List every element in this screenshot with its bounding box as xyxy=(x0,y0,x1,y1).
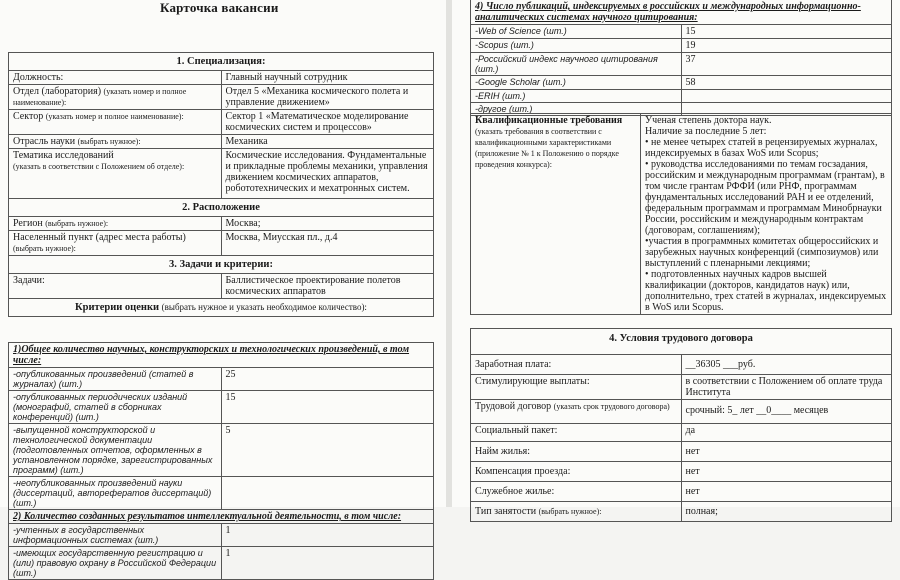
pub-index-label: -Web of Science (шт.) xyxy=(471,25,682,39)
section-specialization: 1. Специализация: xyxy=(9,53,434,71)
travel-label: Компенсация проезда: xyxy=(471,462,682,482)
pub-index-label: -Scopus (шт.) xyxy=(471,39,682,53)
g2-item-value: 1 xyxy=(221,547,434,580)
position-value: Главный научный сотрудник xyxy=(221,71,434,85)
city-label-cell xyxy=(9,231,222,256)
g1-item-value: 15 xyxy=(221,391,434,424)
salary-label: Заработная плата: xyxy=(471,355,682,375)
qualification-line: Ученая степень доктора наук. xyxy=(645,115,772,126)
official-housing-value: нет xyxy=(681,482,892,502)
qualification-line: • не менее четырех статей в рецензируемых журналах, индексируемых в базах WoS или Scopus; xyxy=(645,137,878,159)
criteria-group-1-heading: 1)Общее количество научных, конструкторских и технологических произведений, в том числе: xyxy=(9,343,434,368)
tasks-label: Задачи: xyxy=(9,274,222,299)
contract-hint: (указать срок трудового договора) xyxy=(553,402,670,411)
employment-value: полная; xyxy=(681,502,892,522)
section-location: 2. Расположение xyxy=(9,199,434,217)
sector-label-cell xyxy=(9,110,222,135)
qualification-label: Квалификационные требования xyxy=(475,115,623,126)
field-hint: (выбрать нужное): xyxy=(77,137,141,146)
employment-label: Тип занятости xyxy=(475,506,537,517)
dept-hint: (указать номер и полное наименование): xyxy=(13,87,187,107)
region-value: Москва; xyxy=(221,217,434,231)
qualification-label-cell xyxy=(471,114,641,315)
travel-value: нет xyxy=(681,462,892,482)
dept-label-cell xyxy=(9,85,222,110)
topic-hint: (указать в соответствии с Положением об отделе): xyxy=(13,162,185,171)
city-label: Населенный пункт (адрес места работы) xyxy=(13,232,186,243)
dept-value: Отдел 5 «Механика космического полета и управление движением» xyxy=(221,85,434,110)
city-hint: (выбрать нужное): xyxy=(13,244,76,253)
g2-item-label: -имеющих государственную регистрацию и (или) правовую охрану в Российской Федерации (шт.) xyxy=(9,547,222,580)
contract-value: срочный: 5_ лет __0____ месяцев xyxy=(681,400,892,424)
topic-value: Космические исследования. Фундаментальные и прикладные проблемы механики, управления движением космических аппаратов, робототехнических и мехатронных систем. xyxy=(221,149,434,199)
bonus-label: Стимулирующие выплаты: xyxy=(471,375,682,400)
qualification-line: •участия в программных комитетах общероссийских и зарубежных научных конференций (симпозиумов) или выступлений с пленарными лекциями; xyxy=(645,236,879,269)
document-page-right xyxy=(452,0,900,517)
position-label: Должность: xyxy=(9,71,222,85)
g1-item-value xyxy=(221,477,434,510)
field-label-cell xyxy=(9,135,222,149)
field-value: Механика xyxy=(221,135,434,149)
criteria-hint: (выбрать нужное и указать необходимое количество): xyxy=(161,302,367,312)
official-housing-label: Служебное жилье: xyxy=(471,482,682,502)
criteria-head: Критерии оценки xyxy=(75,302,160,313)
pub-index-label: -Google Scholar (шт.) xyxy=(471,76,682,90)
g1-item-label: -неопубликованных произведений науки (диссертаций, авторефератов диссертаций) (шт.) xyxy=(9,477,222,510)
pub-index-label: -другое (шт.) xyxy=(471,103,682,116)
housing-label: Найм жилья: xyxy=(471,442,682,462)
region-label-cell xyxy=(9,217,222,231)
criteria-heading xyxy=(9,299,434,317)
document-page-left xyxy=(0,0,446,578)
qualification-line: • подготовленных научных кадров высшей квалификации (докторов, кандидатов наук) или, дополнительно, трех статей в журналах, индексируемых в WoS или Scopus. xyxy=(645,269,887,313)
housing-value: нет xyxy=(681,442,892,462)
qualification-requirements xyxy=(641,114,892,315)
dept-label: Отдел (лаборатория) xyxy=(13,86,102,97)
publications-table xyxy=(470,0,892,116)
social-label: Социальный пакет: xyxy=(471,424,682,442)
region-hint: (выбрать нужное): xyxy=(45,219,109,228)
publications-heading: 4) Число публикаций, индексируемых в российских и международных информационно-аналитических системах научного цитирования: xyxy=(471,0,892,25)
pub-index-label: -ERIH (шт.) xyxy=(471,90,682,103)
criteria-table xyxy=(8,342,434,580)
employment-hint: (выбрать нужное): xyxy=(538,507,602,516)
section-contract: 4. Условия трудового договора xyxy=(471,329,892,355)
bonus-value: в соответствии с Положением об оплате труда Института xyxy=(681,375,892,400)
g1-item-value: 5 xyxy=(221,424,434,477)
employment-label-cell xyxy=(471,502,682,522)
g2-item-value: 1 xyxy=(221,524,434,547)
region-label: Регион xyxy=(13,218,43,229)
g1-item-label: -выпущенной конструкторской и технологической документации (подготовленных отчетов, оформленных в установленном порядке, зарегистрированных программ) (шт.) xyxy=(9,424,222,477)
field-label: Отрасль науки xyxy=(13,136,76,147)
pub-index-value xyxy=(681,90,892,103)
criteria-group-2-heading: 2) Количество созданных результатов интеллектуальной деятельности, в том числе: xyxy=(9,510,434,524)
g1-item-label: -опубликованных периодических изданий (монографий, статей в сборниках конференций) (шт.) xyxy=(9,391,222,424)
pub-index-value: 15 xyxy=(681,25,892,39)
contract-label-cell xyxy=(471,400,682,424)
qualification-table xyxy=(470,113,892,315)
pub-index-value: 58 xyxy=(681,76,892,90)
tasks-value: Баллистическое проектирование полетов космических аппаратов xyxy=(221,274,434,299)
vacancy-table-left xyxy=(8,52,434,317)
section-tasks: 3. Задачи и критерии: xyxy=(9,256,434,274)
sector-value: Сектор 1 «Математическое моделирование космических систем и процессов» xyxy=(221,110,434,135)
page-title: Карточка вакансии xyxy=(160,0,279,15)
qualification-hint: (указать требования в соответствии с квалификационными характеристиками (приложение № 1 к Положению о порядке проведения конкурса): xyxy=(475,127,619,169)
sector-label: Сектор xyxy=(13,111,44,122)
city-value: Москва, Миусская пл., д.4 xyxy=(221,231,434,256)
qualification-line: Наличие за последние 5 лет: xyxy=(645,126,767,137)
g1-item-value: 25 xyxy=(221,368,434,391)
pub-index-label: -Российский индекс научного цитирования (шт.) xyxy=(471,53,682,76)
contract-terms-table xyxy=(470,328,892,522)
salary-value: __36305 ___руб. xyxy=(681,355,892,375)
qualification-line: • руководства исследованиями по темам госзадания, российским и международным программам (грантам), в том числе грантам РФФИ (или РНФ, программам фундаментальных исследований РАН и ее отделений, федеральным программам и программам Минобрнауки России, российским и международным контрактам (договорам, соглашениям); xyxy=(645,159,885,236)
g1-item-label: -опубликованных произведений (статей в журналах) (шт.) xyxy=(9,368,222,391)
topic-label: Тематика исследований xyxy=(13,150,114,161)
topic-label-cell xyxy=(9,149,222,199)
social-value: да xyxy=(681,424,892,442)
sector-hint: (указать номер и полное наименование): xyxy=(45,112,184,121)
pub-index-value: 37 xyxy=(681,53,892,76)
pub-index-value: 19 xyxy=(681,39,892,53)
contract-label: Трудовой договор xyxy=(475,401,552,412)
g2-item-label: -учтенных в государственных информационных системах (шт.) xyxy=(9,524,222,547)
